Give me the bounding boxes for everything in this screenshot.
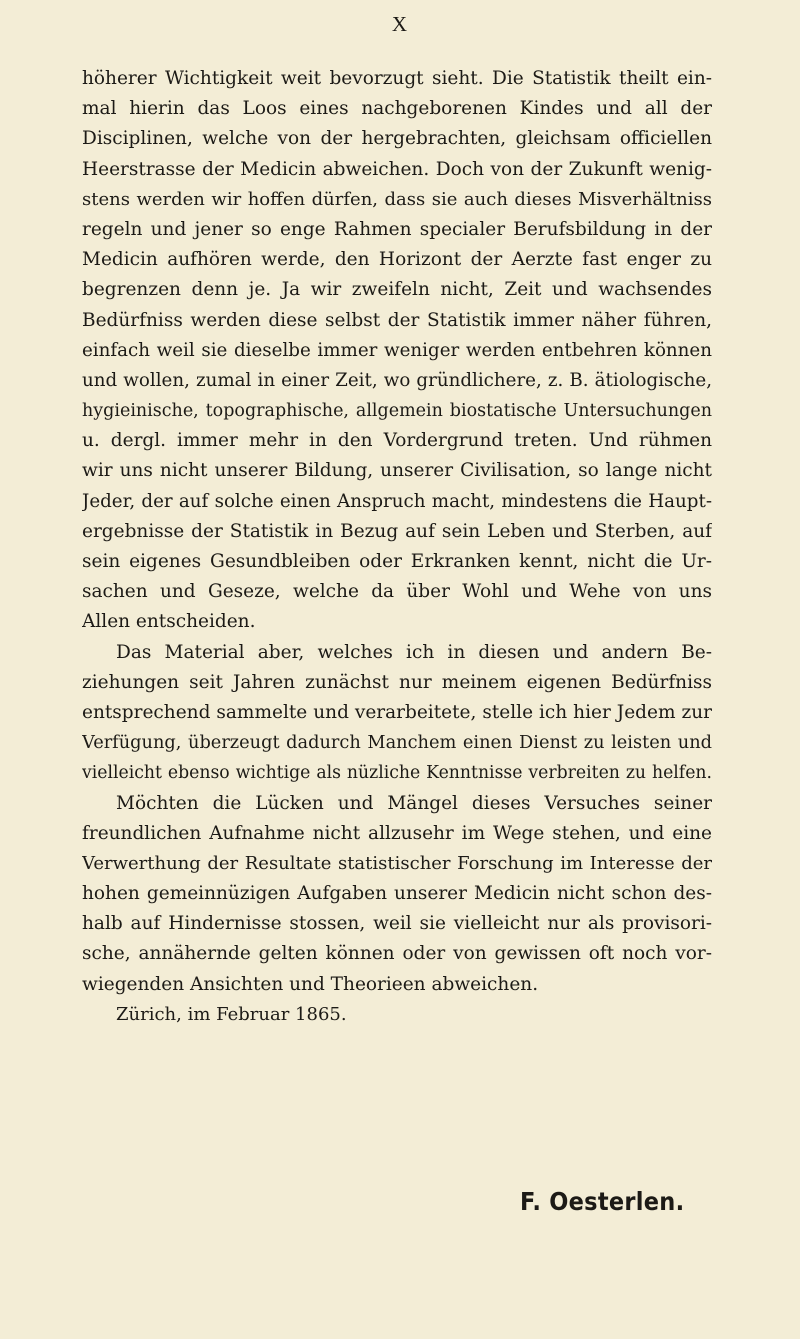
text-line: u. dergl. immer mehr in den Vordergrund treten. Und rühmen xyxy=(82,430,712,452)
text-line: und wollen, zumal in einer Zeit, wo gründlichere, z. B. ätiologische, xyxy=(82,369,712,391)
text-line: sein eigenes Gesundbleiben oder Erkranken kennt, nicht die Ur- xyxy=(82,551,712,572)
text-line: hygieinische, topographische, allgemein biostatische Untersuchungen xyxy=(82,401,712,422)
text-line: Verfügung, überzeugt dadurch Manchem einen Dienst zu leisten und xyxy=(82,733,712,754)
text-line: Möchten die Lücken und Mängel dieses Versuches seiner xyxy=(116,792,712,814)
text-line: ziehungen seit Jahren zunächst nur meinem eigenen Bedürfniss xyxy=(82,671,712,693)
signature: F. Oesterlen. xyxy=(520,1187,685,1216)
text-line: stens werden wir hoffen dürfen, dass sie auch dieses Misverhältniss xyxy=(82,188,712,210)
text-line: begrenzen denn je. Ja wir zweifeln nicht, Zeit und wachsendes xyxy=(82,279,712,301)
text-line: einfach weil sie dieselbe immer weniger werden entbehren können xyxy=(82,339,712,361)
place-date: Zürich, im Februar 1865. xyxy=(116,1003,347,1025)
page-number: X xyxy=(391,12,409,36)
text-line: mal hierin das Loos eines nachgeborenen Kindes und all der xyxy=(82,98,712,120)
text-line: Disciplinen, welche von der hergebrachten, gleichsam officiellen xyxy=(82,128,712,150)
text-line: Allen entscheiden. xyxy=(82,611,256,633)
text-line: sachen und Geseze, welche da über Wohl und Wehe von uns xyxy=(82,581,712,603)
text-line: höherer Wichtigkeit weit bevorzugt sieht. Die Statistik theilt ein- xyxy=(82,68,712,89)
text-line: halb auf Hindernisse stossen, weil sie vielleicht nur als provisori- xyxy=(82,913,712,935)
text-line: Bedürfniss werden diese selbst der Statistik immer näher führen, xyxy=(82,309,712,331)
text-line: freundlichen Aufnahme nicht allzusehr im Wege stehen, und eine xyxy=(82,822,712,844)
body-text xyxy=(82,64,712,1030)
text-line: entsprechend sammelte und verarbeitete, stelle ich hier Jedem zur xyxy=(82,701,712,723)
text-line: wir uns nicht unserer Bildung, unserer Civilisation, so lange nicht xyxy=(82,460,712,482)
text-line: ergebnisse der Statistik in Bezug auf sein Leben und Sterben, auf xyxy=(82,520,712,542)
text-line: Jeder, der auf solche einen Anspruch macht, mindestens die Haupt- xyxy=(82,490,712,512)
text-line: vielleicht ebenso wichtige als nüzliche Kenntnisse verbreiten zu helfen. xyxy=(82,763,712,784)
text-line: hohen gemeinnüzigen Aufgaben unserer Medicin nicht schon des- xyxy=(82,883,712,905)
text-line: Verwerthung der Resultate statistischer Forschung im Interesse der xyxy=(82,852,712,874)
text-line: Heerstrasse der Medicin abweichen. Doch von der Zukunft wenig- xyxy=(82,158,712,180)
text-line: sche, annähernde gelten können oder von gewissen oft noch vor- xyxy=(82,943,712,965)
text-line: Das Material aber, welches ich in diesen und andern Be- xyxy=(116,641,712,663)
text-line: regeln und jener so enge Rahmen specialer Berufsbildung in der xyxy=(82,218,712,240)
text-line: Medicin aufhören werde, den Horizont der Aerzte fast enger zu xyxy=(82,249,712,271)
text-line: wiegenden Ansichten und Theorieen abweichen. xyxy=(82,973,539,995)
